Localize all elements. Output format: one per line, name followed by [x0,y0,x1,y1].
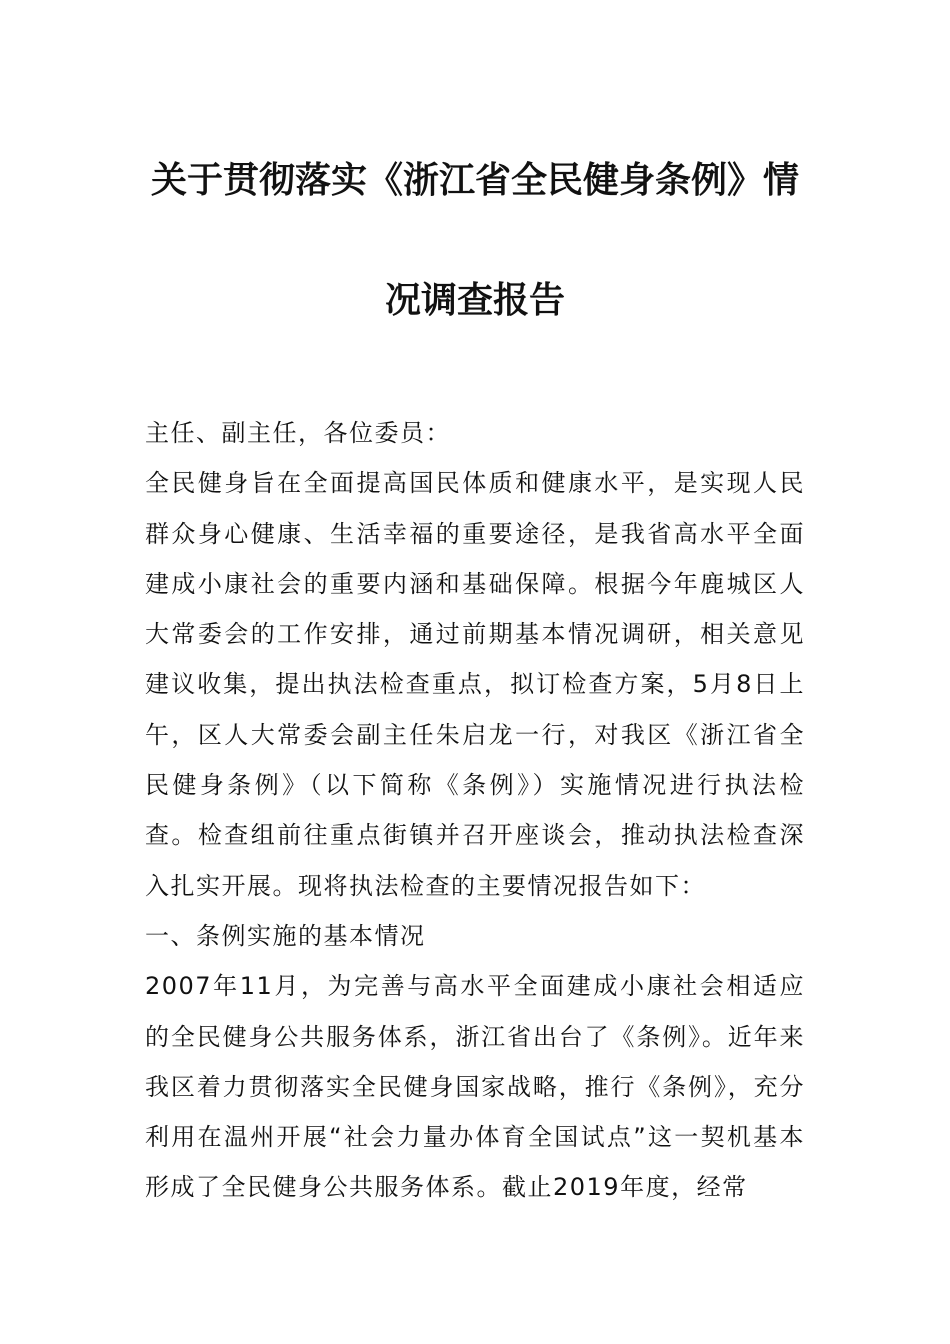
salutation: 主任、副主任，各位委员： [145,419,451,447]
document-title-line-2: 况调查报告 [384,279,565,321]
document-body [145,408,805,1213]
section-paragraph: 2007年11月，为完善与高水平全面建成小康社会相适应的全民健身公共服务体系，浙江省出台了《条例》。近年来我区着力贯彻落实全民健身国家战略，推行《条例》，充分利用在温州开展“社会力量办体育全国试点”这一契机基本形成了全民健身公共服务体系。截止2019年度，经常 [145,972,805,1202]
document-title-line-1: 关于贯彻落实《浙江省全民健身条例》情 [150,159,799,201]
intro-paragraph: 全民健身旨在全面提高国民体质和健康水平，是实现人民群众身心健康、生活幸福的重要途径，是我省高水平全面建成小康社会的重要内涵和基础保障。根据今年鹿城区人大常委会的工作安排，通过前期基本情况调研，相关意见建议收集，提出执法检查重点，拟订检查方案，5月8日上午，区人大常委会副主任朱启龙一行，对我区《浙江省全民健身条例》（以下简称《条例》）实施情况进行执法检查。检查组前往重点街镇并召开座谈会，推动执法检查深入扎实开展。现将执法检查的主要情况报告如下： [145,469,805,900]
section-heading: 一、条例实施的基本情况 [145,921,426,950]
